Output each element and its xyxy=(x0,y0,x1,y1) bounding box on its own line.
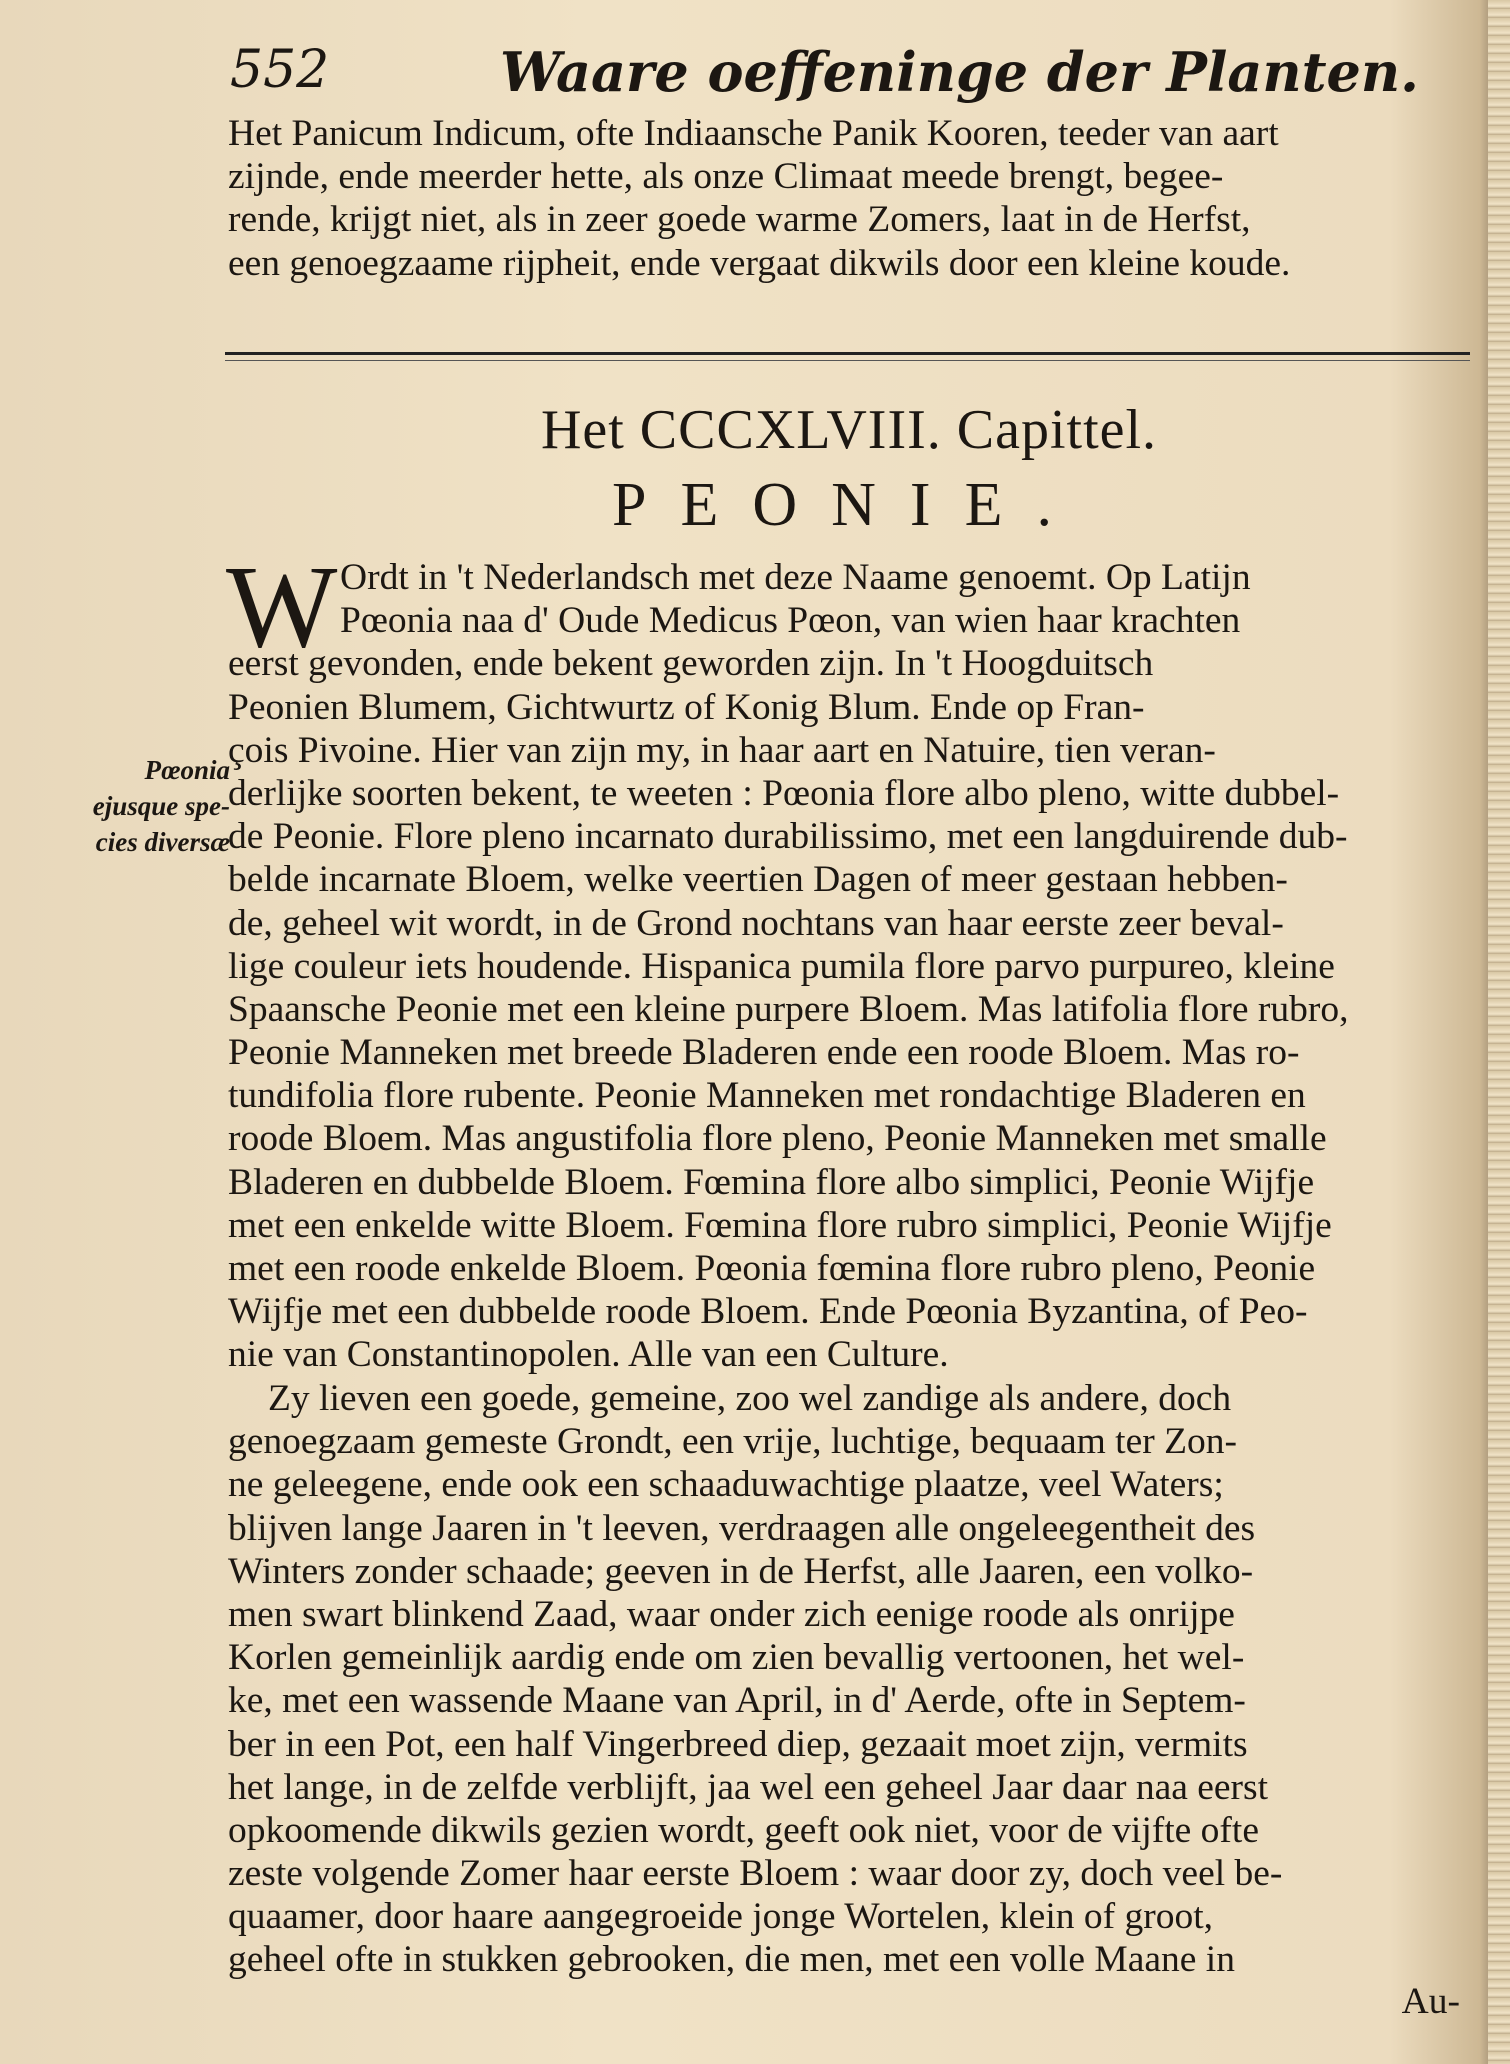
text-line: de Peonie. Flore pleno incarnato durabilissimo, met een langduirende dub- xyxy=(228,816,1348,858)
text-line: Spaansche Peonie met een kleine purpere Bloem. Mas latifolia flore rubro, xyxy=(228,988,1349,1030)
section-rule xyxy=(225,352,1470,361)
text-line: Korlen gemeinlijk aardig ende om zien bevallig vertoonen, het wel- xyxy=(228,1637,1245,1679)
catchword: Au- xyxy=(1401,1981,1460,2022)
page-number: 552 xyxy=(230,40,330,100)
text-line: ne geleegene, ende ook een schaaduwachtige plaatze, veel Waters; xyxy=(228,1464,1224,1506)
text-line: Winters zonder schaade; geeven in de Herfst, alle Jaaren, een volko- xyxy=(228,1550,1254,1592)
margin-note xyxy=(60,752,230,860)
text-line: Wijfje met een dubbelde roode Bloem. Ende Pœonia Byzantina, of Peo- xyxy=(228,1291,1308,1333)
page-header xyxy=(230,40,1470,110)
text-line: ke, met een wassende Maane van April, in d' Aerde, ofte in Septem- xyxy=(228,1680,1246,1722)
text-line: ber in een Pot, een half Vingerbreed diep, gezaait moet zijn, vermits xyxy=(228,1723,1248,1765)
text-line: zeste volgende Zomer haar eerste Bloem : waar door zy, doch veel be- xyxy=(228,1853,1283,1895)
text-line: Bladeren en dubbelde Bloem. Fœmina flore albo simplici, Peonie Wijfje xyxy=(228,1161,1315,1203)
text-line: derlijke soorten bekent, te weeten : Pœonia flore albo pleno, witte dubbel- xyxy=(228,772,1340,814)
margin-note-line: ejusque spe- xyxy=(92,791,230,821)
chapter-title: PEONIE. xyxy=(612,471,1086,539)
text-line: çois Pivoine. Hier van zijn my, in haar aart en Natuire, tien veran- xyxy=(228,729,1216,771)
text-line: geheel ofte in stukken gebrooken, die men, met een volle Maane in xyxy=(228,1939,1235,1981)
top-paragraph xyxy=(228,112,1470,285)
text-line: eerst gevonden, ende bekent geworden zijn. In 't Hoogduitsch xyxy=(228,643,1154,685)
text-line: quaamer, door haare aangegroeide jonge Wortelen, klein of groot, xyxy=(228,1896,1214,1938)
running-title: Waare oeffeninge der Planten. xyxy=(500,40,1419,104)
drop-cap: W xyxy=(226,541,338,672)
text-line: men swart blinkend Zaad, waar onder zich eenige roode als onrijpe xyxy=(228,1593,1235,1635)
text-line: nie van Constantinopolen. Alle van een Culture. xyxy=(228,1334,949,1376)
text-line: met een enkelde witte Bloem. Fœmina flore rubro simplici, Peonie Wijfje xyxy=(228,1204,1332,1246)
text-line: Het Panicum Indicum, ofte Indiaansche Panik Kooren, teeder van aart xyxy=(228,113,1279,154)
text-line: genoegzaam gemeste Grondt, een vrije, luchtige, bequaam ter Zon- xyxy=(228,1421,1237,1463)
text-line: het lange, in de zelfde verblijft, jaa wel een geheel Jaar daar naa eerst xyxy=(228,1766,1269,1808)
text-line: lige couleur iets houdende. Hispanica pumila flore parvo purpureo, kleine xyxy=(228,945,1335,987)
text-line: Peonie Manneken met breede Bladeren ende een roode Bloem. Mas ro- xyxy=(228,1032,1300,1074)
text-line: belde incarnate Bloem, welke veertien Dagen of meer gestaan hebben- xyxy=(228,859,1288,901)
margin-note-line: cies diversæ xyxy=(95,827,230,857)
text-line: een genoegzaame rijpheit, ende vergaat dikwils door een kleine koude. xyxy=(228,242,1291,284)
text-line: Pœonia naa d' Oude Medicus Pœon, van wien haar krachten xyxy=(340,600,1241,642)
text-line: de, geheel wit wordt, in de Grond nochtans van haar eerste zeer beval- xyxy=(228,902,1284,944)
text-line: zijnde, ende meerder hette, als onze Climaat meede brengt, begee- xyxy=(228,156,1224,198)
text-line: Zy lieven een goede, gemeine, zoo wel zandige als andere, doch xyxy=(268,1378,1232,1419)
chapter-heading: Het CCCXLVIII. Capittel. xyxy=(540,399,1158,461)
text-line: met een roode enkelde Bloem. Pœonia fœmina flore rubro pleno, Peonie xyxy=(228,1248,1316,1289)
text-line: opkoomende dikwils gezien wordt, geeft ook niet, voor de vijfte ofte xyxy=(228,1809,1259,1851)
text-line: roode Bloem. Mas angustifolia flore pleno, Peonie Manneken met smalle xyxy=(228,1118,1327,1160)
text-line: Ordt in 't Nederlandsch met deze Naame genoemt. Op Latijn xyxy=(340,557,1251,598)
text-line: rende, krijgt niet, als in zeer goede warme Zomers, laat in de Herfst, xyxy=(228,199,1251,241)
text-line: blijven lange Jaaren in 't leeven, verdraagen alle ongeleegentheit des xyxy=(228,1507,1256,1549)
paragraph-2 xyxy=(228,1377,1470,1982)
text-line: Peonien Blumem, Gichtwurtz of Konig Blum. Ende op Fran- xyxy=(228,686,1145,728)
paragraph-1 xyxy=(228,556,1470,1377)
page-edge xyxy=(1488,0,1510,2064)
margin-note-line: Pœonia xyxy=(144,755,230,785)
text-line: tundifolia flore rubente. Peonie Manneken met rondachtige Bladeren en xyxy=(228,1075,1306,1117)
